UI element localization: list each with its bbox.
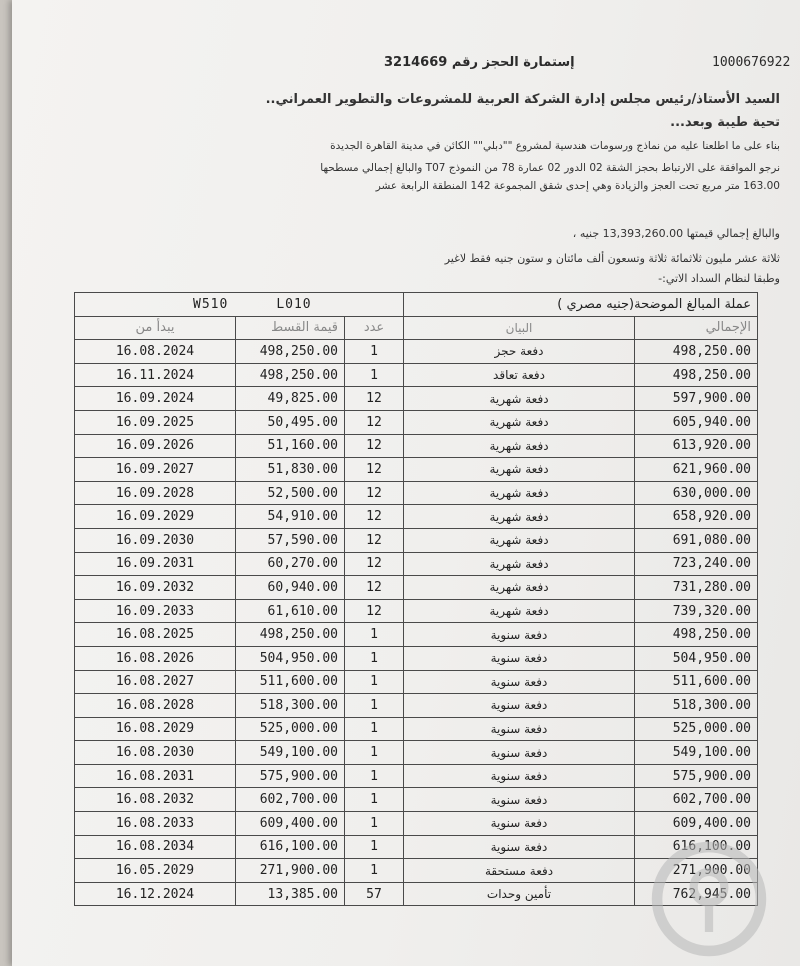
row-count: 1 — [345, 717, 404, 741]
row-count: 1 — [345, 646, 404, 670]
row-total: 602,700.00 — [635, 788, 758, 812]
total-value-line: والبالغ إجمالي قيمتها 13,393,260.00 جنيه ، — [572, 227, 780, 240]
row-date: 16.08.2029 — [75, 717, 236, 741]
table-row — [75, 788, 758, 812]
row-total: 616,100.00 — [635, 835, 758, 859]
row-description: دفعة سنوية — [404, 670, 635, 694]
row-description: دفعة تعاقد — [404, 363, 635, 387]
row-date: 16.08.2027 — [75, 670, 236, 694]
row-installment: 518,300.00 — [236, 694, 345, 718]
row-date: 16.08.2031 — [75, 764, 236, 788]
row-date: 16.09.2033 — [75, 599, 236, 623]
row-installment: 504,950.00 — [236, 646, 345, 670]
row-date: 16.08.2030 — [75, 741, 236, 765]
table-row — [75, 434, 758, 458]
row-description: دفعة شهرية — [404, 576, 635, 600]
row-installment: 52,500.00 — [236, 481, 345, 505]
row-date: 16.09.2027 — [75, 458, 236, 482]
row-count: 1 — [345, 859, 404, 883]
table-row — [75, 741, 758, 765]
row-installment: 60,270.00 — [236, 552, 345, 576]
row-total: 525,000.00 — [635, 717, 758, 741]
row-installment: 60,940.00 — [236, 576, 345, 600]
payment-system-intro: وطبقا لنظام السداد الاتي:- — [658, 272, 780, 285]
row-total: 575,900.00 — [635, 764, 758, 788]
table-row — [75, 528, 758, 552]
row-total: 549,100.00 — [635, 741, 758, 765]
form-title: إستمارة الحجز رقم 3214669 — [384, 55, 575, 70]
table-row — [75, 363, 758, 387]
row-count: 1 — [345, 835, 404, 859]
row-date: 16.09.2031 — [75, 552, 236, 576]
row-description: دفعة سنوية — [404, 812, 635, 836]
col-header-description: البيان — [404, 316, 635, 340]
row-date: 16.08.2026 — [75, 646, 236, 670]
row-installment: 498,250.00 — [236, 340, 345, 364]
row-total: 271,900.00 — [635, 859, 758, 883]
table-row — [75, 646, 758, 670]
row-total: 723,240.00 — [635, 552, 758, 576]
table-row — [75, 764, 758, 788]
row-description: دفعة شهرية — [404, 552, 635, 576]
row-total: 498,250.00 — [635, 340, 758, 364]
row-count: 1 — [345, 623, 404, 647]
row-description: تأمين وحدات — [404, 882, 635, 906]
unit-codes — [75, 293, 404, 317]
row-installment: 549,100.00 — [236, 741, 345, 765]
row-total: 498,250.00 — [635, 363, 758, 387]
row-installment: 498,250.00 — [236, 363, 345, 387]
row-count: 12 — [345, 576, 404, 600]
row-date: 16.09.2032 — [75, 576, 236, 600]
row-count: 12 — [345, 481, 404, 505]
col-header-count: عدد — [345, 316, 404, 340]
col-header-installment: قيمة القسط — [236, 316, 345, 340]
row-description: دفعة سنوية — [404, 764, 635, 788]
row-count: 12 — [345, 552, 404, 576]
row-total: 498,250.00 — [635, 623, 758, 647]
row-installment: 13,385.00 — [236, 882, 345, 906]
col-header-total: الإجمالي — [635, 316, 758, 340]
row-date: 16.08.2032 — [75, 788, 236, 812]
table-row — [75, 717, 758, 741]
table-header-banner — [75, 293, 758, 317]
row-date: 16.08.2025 — [75, 623, 236, 647]
table-row — [75, 387, 758, 411]
row-installment: 609,400.00 — [236, 812, 345, 836]
row-installment: 61,610.00 — [236, 599, 345, 623]
table-row — [75, 458, 758, 482]
letter-body-line-3: 163.00 متر مربع تحت العجز والزيادة وهي إحدى شقق المجموعة 142 المنطقة الرابعة عشر — [375, 180, 780, 192]
table-row — [75, 340, 758, 364]
row-description: دفعة سنوية — [404, 835, 635, 859]
row-date: 16.09.2030 — [75, 528, 236, 552]
row-total: 731,280.00 — [635, 576, 758, 600]
letter-body-line-1: بناء على ما اطلعنا عليه من نماذج ورسومات هندسية لمشروع ""دبلي"" الكائن في مدينة القاهرة الجديدة — [330, 140, 780, 152]
row-description: دفعة شهرية — [404, 481, 635, 505]
row-total: 597,900.00 — [635, 387, 758, 411]
table-row — [75, 552, 758, 576]
row-total: 658,920.00 — [635, 505, 758, 529]
row-description: دفعة شهرية — [404, 505, 635, 529]
row-description: دفعة سنوية — [404, 788, 635, 812]
row-total: 613,920.00 — [635, 434, 758, 458]
table-row — [75, 623, 758, 647]
row-date: 16.08.2028 — [75, 694, 236, 718]
table-row — [75, 505, 758, 529]
row-date: 16.09.2029 — [75, 505, 236, 529]
table-row — [75, 670, 758, 694]
row-description: دفعة مستحقة — [404, 859, 635, 883]
row-total: 609,400.00 — [635, 812, 758, 836]
row-description: دفعة شهرية — [404, 528, 635, 552]
row-date: 16.11.2024 — [75, 363, 236, 387]
letter-salutation: السيد الأستاذ/رئيس مجلس إدارة الشركة العربية للمشروعات والتطوير العمراني.. — [265, 92, 780, 107]
row-description: دفعة شهرية — [404, 458, 635, 482]
row-date: 16.09.2025 — [75, 410, 236, 434]
row-total: 605,940.00 — [635, 410, 758, 434]
total-value-words: ثلاثة عشر مليون ثلاثمائة ثلاثة وتسعون ألف مائتان و ستون جنيه فقط لاغير — [444, 252, 780, 265]
row-count: 1 — [345, 363, 404, 387]
code-2: L010 — [276, 296, 312, 312]
table-row — [75, 481, 758, 505]
row-date: 16.08.2034 — [75, 835, 236, 859]
row-count: 12 — [345, 528, 404, 552]
row-count: 57 — [345, 882, 404, 906]
row-installment: 50,495.00 — [236, 410, 345, 434]
row-description: دفعة سنوية — [404, 646, 635, 670]
row-date: 16.05.2029 — [75, 859, 236, 883]
row-count: 1 — [345, 670, 404, 694]
row-installment: 57,590.00 — [236, 528, 345, 552]
row-count: 12 — [345, 505, 404, 529]
row-description: دفعة سنوية — [404, 623, 635, 647]
code-1: W510 — [193, 296, 229, 312]
row-count: 12 — [345, 599, 404, 623]
currency-note: عملة المبالغ الموضحة(جنيه مصري ) — [404, 293, 758, 317]
row-installment: 271,900.00 — [236, 859, 345, 883]
row-installment: 49,825.00 — [236, 387, 345, 411]
payment-schedule-table — [74, 292, 758, 906]
row-count: 1 — [345, 741, 404, 765]
row-date: 16.09.2026 — [75, 434, 236, 458]
row-description: دفعة شهرية — [404, 410, 635, 434]
reference-number: 1000676922 — [712, 55, 791, 70]
row-installment: 51,830.00 — [236, 458, 345, 482]
row-description: دفعة حجز — [404, 340, 635, 364]
row-description: دفعة سنوية — [404, 741, 635, 765]
letter-greeting: تحية طيبة وبعد... — [670, 115, 780, 130]
logo-watermark-icon — [650, 840, 768, 958]
row-description: دفعة شهرية — [404, 434, 635, 458]
row-date: 16.09.2028 — [75, 481, 236, 505]
row-date: 16.08.2024 — [75, 340, 236, 364]
row-date: 16.08.2033 — [75, 812, 236, 836]
row-count: 12 — [345, 458, 404, 482]
row-count: 12 — [345, 387, 404, 411]
row-installment: 602,700.00 — [236, 788, 345, 812]
row-total: 504,950.00 — [635, 646, 758, 670]
row-count: 1 — [345, 764, 404, 788]
row-total: 511,600.00 — [635, 670, 758, 694]
row-count: 1 — [345, 788, 404, 812]
row-description: دفعة شهرية — [404, 387, 635, 411]
row-count: 12 — [345, 434, 404, 458]
row-installment: 498,250.00 — [236, 623, 345, 647]
row-total: 691,080.00 — [635, 528, 758, 552]
row-count: 1 — [345, 340, 404, 364]
table-body — [75, 340, 758, 906]
row-description: دفعة سنوية — [404, 717, 635, 741]
table-row — [75, 599, 758, 623]
row-installment: 616,100.00 — [236, 835, 345, 859]
row-count: 1 — [345, 812, 404, 836]
row-installment: 575,900.00 — [236, 764, 345, 788]
row-count: 12 — [345, 410, 404, 434]
table-row — [75, 576, 758, 600]
row-total: 762,945.00 — [635, 882, 758, 906]
row-description: دفعة سنوية — [404, 694, 635, 718]
row-date: 16.12.2024 — [75, 882, 236, 906]
table-row — [75, 410, 758, 434]
row-total: 518,300.00 — [635, 694, 758, 718]
row-total: 739,320.00 — [635, 599, 758, 623]
table-row — [75, 694, 758, 718]
row-description: دفعة شهرية — [404, 599, 635, 623]
row-installment: 511,600.00 — [236, 670, 345, 694]
letter-body-line-2: نرجو الموافقة على الارتباط بحجز الشقة 02 الدور 02 عمارة 78 من النموذج T07 والبالغ إجمالي مسطحها — [320, 162, 780, 174]
column-headers — [75, 316, 758, 340]
col-header-date: يبدأ من — [75, 316, 236, 340]
row-installment: 525,000.00 — [236, 717, 345, 741]
row-installment: 54,910.00 — [236, 505, 345, 529]
row-total: 621,960.00 — [635, 458, 758, 482]
row-date: 16.09.2024 — [75, 387, 236, 411]
row-installment: 51,160.00 — [236, 434, 345, 458]
table-row — [75, 812, 758, 836]
row-count: 1 — [345, 694, 404, 718]
row-total: 630,000.00 — [635, 481, 758, 505]
